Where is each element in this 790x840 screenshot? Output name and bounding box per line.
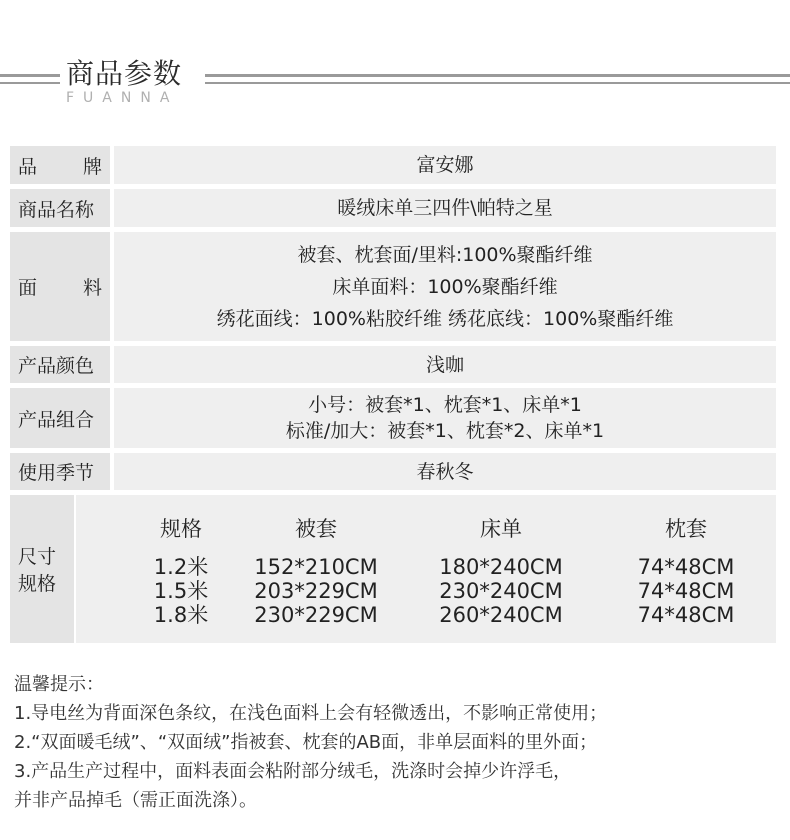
row-material	[10, 232, 776, 341]
label-season: 使用季节	[10, 453, 110, 490]
value-combo	[114, 388, 776, 448]
tips-heading: 温馨提示：	[14, 674, 104, 695]
label-material	[10, 232, 110, 341]
title-rule-right	[205, 74, 790, 84]
row-combo	[10, 388, 776, 448]
material-line: 被套、枕套面/里料:100%聚酯纤维	[297, 243, 593, 266]
value-size	[76, 495, 776, 643]
value-color	[114, 346, 776, 383]
label-name: 商品名称	[10, 189, 110, 227]
combo-line: 标准/加大：被套*1、枕套*2、床单*1	[285, 420, 605, 442]
tip-item: 并非产品掉毛（需正面洗涤）。	[14, 790, 257, 811]
size-header: 枕套	[665, 517, 707, 541]
page-title: 商品参数	[66, 57, 183, 90]
label-brand-b: 牌	[82, 155, 102, 178]
size-header: 被套	[295, 517, 337, 541]
size-cell: 74*48CM	[637, 555, 735, 579]
size-cell: 180*240CM	[439, 555, 563, 579]
label-combo: 产品组合	[10, 388, 110, 448]
color-value: 浅咖	[425, 353, 464, 376]
row-season	[10, 453, 776, 490]
size-cell: 74*48CM	[637, 603, 735, 627]
label-color: 产品颜色	[10, 346, 110, 383]
size-cell: 74*48CM	[637, 579, 735, 603]
size-cell: 1.8米	[153, 603, 209, 627]
size-cell: 230*240CM	[439, 579, 563, 603]
size-header: 规格	[160, 517, 202, 541]
label-material-b: 料	[82, 277, 102, 299]
row-size	[10, 495, 776, 643]
label-size: 尺寸规格	[10, 495, 74, 643]
label-brand	[10, 146, 110, 184]
size-grid	[76, 511, 776, 627]
label-brand-a: 品	[18, 155, 38, 178]
title-rule-left	[0, 74, 60, 84]
size-cell: 152*210CM	[254, 555, 378, 579]
value-material	[114, 232, 776, 341]
material-line: 床单面料：100%聚酯纤维	[332, 275, 558, 298]
material-line: 绣花面线：100%粘胶纤维 绣花底线：100%聚酯纤维	[216, 307, 674, 330]
size-header: 床单	[480, 517, 522, 541]
row-name	[10, 189, 776, 227]
combo-line: 小号：被套*1、枕套*1、床单*1	[308, 394, 582, 416]
name-value: 暖绒床单三四件\帕特之星	[337, 197, 553, 219]
brand-subtitle: FUANNA	[66, 90, 179, 106]
size-cell: 203*229CM	[254, 579, 378, 603]
tips-section	[14, 670, 607, 815]
size-cell: 1.5米	[153, 579, 209, 603]
row-color	[10, 346, 776, 383]
value-season	[114, 453, 776, 490]
tip-item: 3.产品生产过程中，面料表面会粘附部分绒毛，洗涤时会掉少许浮毛，	[14, 761, 572, 782]
row-brand	[10, 146, 776, 184]
spec-table	[10, 146, 776, 648]
size-cell: 260*240CM	[439, 603, 563, 627]
label-material-a: 面	[18, 277, 38, 299]
size-cell: 1.2米	[153, 555, 209, 579]
value-name	[114, 189, 776, 227]
value-brand	[114, 146, 776, 184]
season-value: 春秋冬	[416, 460, 474, 483]
tip-item: 2.“双面暖毛绒”、“双面绒”指被套、枕套的AB面，非单层面料的里外面；	[14, 732, 598, 753]
tip-item: 1.导电丝为背面深色条纹，在浅色面料上会有轻微透出，不影响正常使用；	[14, 703, 608, 724]
size-cell: 230*229CM	[254, 603, 378, 627]
brand-value: 富安娜	[416, 154, 474, 176]
